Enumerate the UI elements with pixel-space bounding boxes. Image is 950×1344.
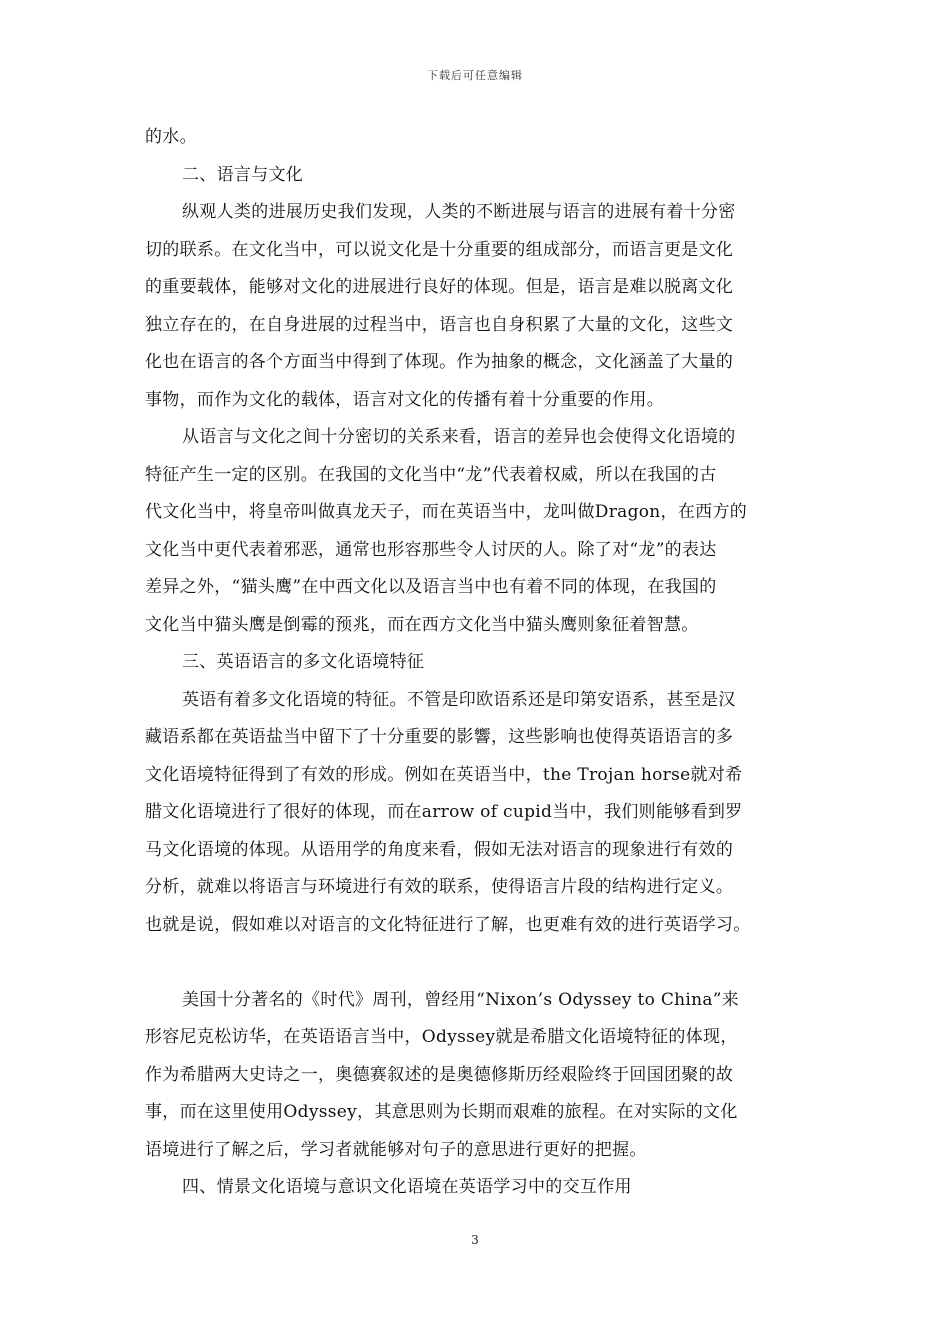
section-heading: 三、英语语言的多文化语境特征 <box>182 652 425 672</box>
body-line: 文化当中更代表着邪恶，通常也形容那些令人讨厌的人。除了对“龙”的表达 <box>145 539 717 560</box>
body-line: 独立存在的，在自身进展的过程当中，语言也自身积累了大量的文化，这些文 <box>145 314 734 335</box>
body-line: 的水。 <box>145 127 197 147</box>
body-line: 美国十分著名的《时代》周刊，曾经用“Nixon’s Odyssey to China”来 <box>182 989 740 1010</box>
section-heading: 二、语言与文化 <box>182 164 304 185</box>
body-line: 事物，而作为文化的载体，语言对文化的传播有着十分重要的作用。 <box>145 389 664 410</box>
page-body <box>145 119 825 1207</box>
body-line: 特征产生一定的区别。在我国的文化当中“龙”代表着权威，所以在我国的古 <box>145 464 717 485</box>
body-line: 分析，就难以将语言与环境进行有效的联系，使得语言片段的结构进行定义。 <box>145 877 734 897</box>
section-heading: 四、情景文化语境与意识文化语境在英语学习中的交互作用 <box>182 1177 632 1197</box>
body-line: 文化当中猫头鹰是倒霉的预兆，而在西方文化当中猫头鹰则象征着智慧。 <box>145 614 699 635</box>
body-line: 事，而在这里使用Odyssey，其意思则为长期而艰难的旅程。在对实际的文化 <box>145 1102 738 1122</box>
body-line: 马文化语境的体现。从语用学的角度来看，假如无法对语言的现象进行有效的 <box>145 839 734 860</box>
body-line: 切的联系。在文化当中，可以说文化是十分重要的组成部分，而语言更是文化 <box>145 239 734 260</box>
page-number: 3 <box>471 1233 479 1247</box>
paragraph-gap <box>145 944 825 982</box>
body-line: 腊文化语境进行了很好的体现，而在arrow of cupid当中，我们则能够看到罗 <box>145 802 743 822</box>
body-line: 也就是说，假如难以对语言的文化特征进行了解，也更难有效的进行英语学习。 <box>145 914 751 935</box>
body-line: 从语言与文化之间十分密切的关系来看，语言的差异也会使得文化语境的 <box>182 427 736 447</box>
body-line: 化也在语言的各个方面当中得到了体现。作为抽象的概念，文化涵盖了大量的 <box>145 352 734 372</box>
body-line: 差异之外，“猫头鹰”在中西文化以及语言当中也有着不同的体现，在我国的 <box>145 577 717 597</box>
body-line: 语境进行了解之后，学习者就能够对句子的意思进行更好的把握。 <box>145 1139 647 1160</box>
body-line: 藏语系都在英语盐当中留下了十分重要的影響，这些影响也使得英语语言的多 <box>145 727 734 747</box>
body-line: 形容尼克松访华，在英语语言当中，Odyssey就是希腊文化语境特征的体现， <box>145 1027 738 1047</box>
body-line: 的重要载体，能够对文化的进展进行良好的体现。但是，语言是难以脱离文化 <box>145 277 734 297</box>
body-line: 纵观人类的进展历史我们发现，人类的不断进展与语言的进展有着十分密 <box>182 202 736 222</box>
page-header: 下载后可任意编辑 <box>427 69 523 82</box>
body-line: 作为希腊两大史诗之一，奥德赛叙述的是奥德修斯历经艰险终于回国团聚的故 <box>145 1064 734 1085</box>
body-line: 英语有着多文化语境的特征。不管是印欧语系还是印第安语系，甚至是汉 <box>182 689 736 710</box>
body-line: 代文化当中，将皇帝叫做真龙天子，而在英语当中，龙叫做Dragon，在西方的 <box>145 502 748 522</box>
body-line: 文化语境特征得到了有效的形成。例如在英语当中，the Trojan horse就对希 <box>145 764 743 785</box>
